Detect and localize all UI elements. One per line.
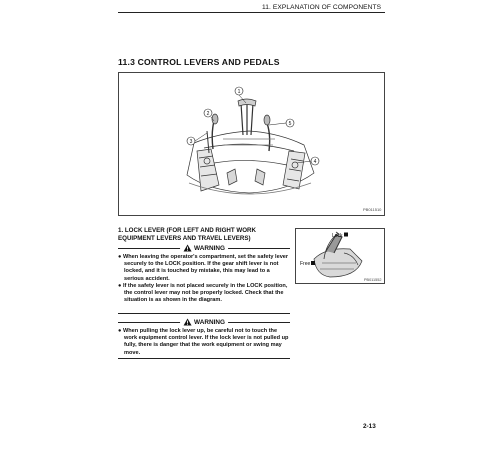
svg-text:4: 4 xyxy=(313,159,317,165)
warning-body-2 xyxy=(118,328,290,357)
warning-header-2 xyxy=(118,318,290,328)
callout-4 xyxy=(311,157,319,165)
callout-5 xyxy=(286,119,294,127)
callout-1 xyxy=(235,87,243,95)
small-figure-code: PB011552 xyxy=(364,278,382,282)
warning-body xyxy=(118,254,290,304)
warning-triangle-icon xyxy=(183,318,192,326)
warning-divider-2 xyxy=(118,358,290,359)
figure-code: PB011510 xyxy=(363,207,382,212)
svg-text:1: 1 xyxy=(237,89,241,95)
svg-text:5: 5 xyxy=(288,121,292,127)
control-levers-figure xyxy=(118,72,385,216)
lock-lever-heading: 1. LOCK LEVER (FOR LEFT AND RIGHT WORK EQUIPMENT LEVERS AND TRAVEL LEVERS) xyxy=(118,227,256,242)
operator-seat-illustration xyxy=(119,73,384,215)
callout-2 xyxy=(204,109,212,117)
warning-label: WARNING xyxy=(194,244,225,252)
lock-label: Lock xyxy=(332,233,343,239)
warning-label-2: WARNING xyxy=(194,318,225,326)
svg-text:3: 3 xyxy=(189,139,193,145)
chapter-header: 11. EXPLANATION OF COMPONENTS xyxy=(262,4,382,11)
header-divider xyxy=(118,12,385,13)
free-label: Free xyxy=(300,261,311,267)
section-title: 11.3 CONTROL LEVERS AND PEDALS xyxy=(118,57,280,67)
warning-triangle-icon xyxy=(183,244,192,252)
warning-bullet: ● If the safety lever is not placed securely in the LOCK position, the control lever may not be properly locked. Check that the situation is as shown in the diagram. xyxy=(118,282,288,304)
warning-header xyxy=(118,244,290,254)
warning-divider xyxy=(118,313,290,314)
lock-marker-icon xyxy=(344,233,348,237)
lock-lever-illustration xyxy=(296,229,384,283)
warning-bullet: ● When pulling the lock lever up, be careful not to touch the work equipment control lever. If the lock lever is not pulled up fully, there is danger that the work equipment or swing may move. xyxy=(118,328,289,356)
lock-lever-figure xyxy=(295,228,385,284)
free-marker-icon xyxy=(311,261,315,265)
warning-bullet: ● When leaving the operator's compartment, set the safety lever securely to the LOCK position. If the gear shift lever is not locked, and it is touched by mistake, this may lead to a serious accident. xyxy=(118,254,289,282)
callout-3 xyxy=(187,137,195,145)
svg-text:2: 2 xyxy=(206,111,210,117)
page-number: 2-13 xyxy=(363,423,376,430)
